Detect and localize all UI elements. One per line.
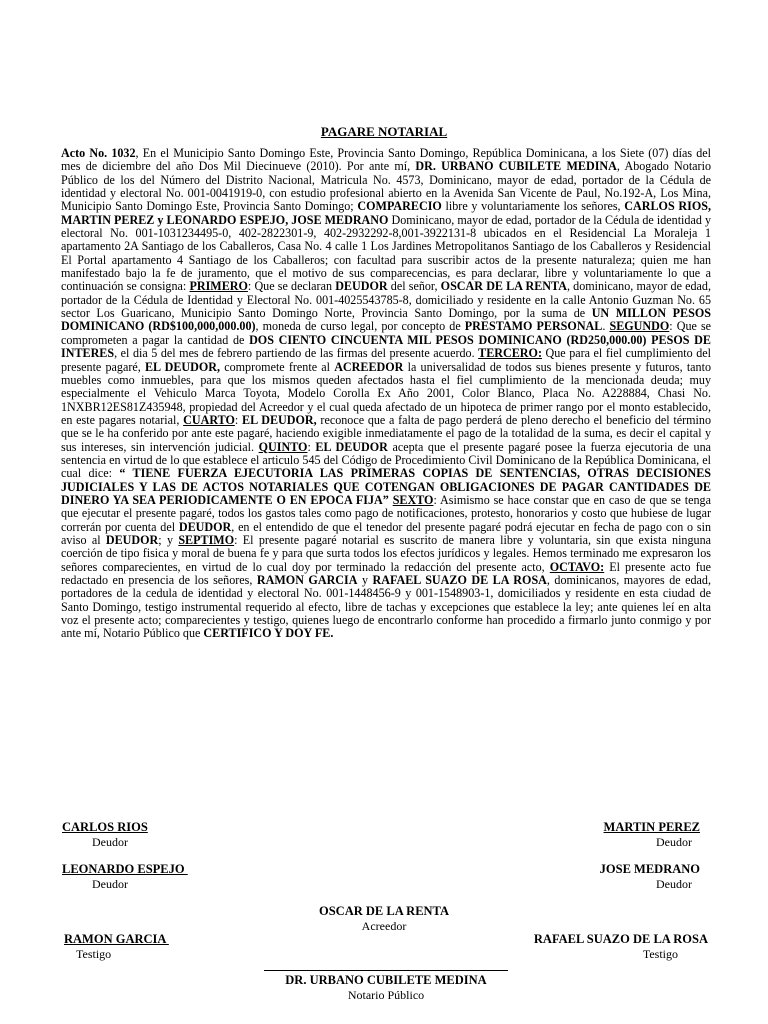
signature-leonardo-espejo [62,862,188,892]
body-run: , dominicano, mayor de edad, portador de la Cédula de Identidad y Electoral No. 001-4025543785-8, domiciliado y residente en la calle Antonio Guzman No. 65 sector Los Guaricano, Municipio Santo Domingo Norte, Provincia Santo Domingo, por la suma de [61,279,711,321]
signer-name: LEONARDO ESPEJO [62,862,188,876]
clause-heading: SEXTO [392,492,434,507]
body-run: libre y voluntariamente los señores, [441,199,625,214]
bold-text: RAMON GARCIA [256,573,358,587]
signature-rafael-suazo [534,932,708,962]
bold-text: PRESTAMO PERSONAL [464,319,603,334]
signer-name: JOSE MEDRANO [599,862,700,876]
signer-role: Testigo [76,947,112,961]
clause-heading: SEGUNDO [609,319,670,334]
signer-name: CARLOS RIOS [62,820,148,834]
signer-name: MARTIN PEREZ [603,820,700,834]
bold-text: DR. URBANO CUBILETE MEDINA [415,159,617,174]
signer-role: Deudor [656,835,692,849]
signer-role: Deudor [92,877,128,891]
signer-role: Notario Público [347,988,425,1002]
bold-text: ACREEDOR [334,359,404,374]
clause-heading: TERCERO: [478,346,542,361]
signature-oscar-de-la-renta [284,904,484,934]
body-run: : Asimismo se hace constar que en caso de que se tenga que ejecutar el presente pagaré, todos los gastos tales como pago de notificaciones, protesto, honorarios y costo que hubiese de lugar correrán por cuenta del [61,492,711,534]
body-run: Dominicano, mayor de edad, portador de la Cédula de identidad y electoral No. 001-1031234495-0, 402-2822301-9, 402-2932292-8,001-3922131-8 ubicados en el Residencial La Moraleja 1 apartamento 2A Santiago de los Caballeros, Casa No. 4 calle 1 Los Jardines Metropolitanos Santiago de los Caballeros y Residencial El Portal apartamento 4 Santiago de los Caballeros; con facultad para suscribir actos de la presente naturaleza; quien me han manifestado bajo la fe de juramento, que el motivo de sus comparecencias, es para declarar, libre y voluntariamente lo que a continuación se consigna: [61,212,711,294]
body-run: del señor, [387,279,441,294]
body-run: , en el entendido de que el tenedor del presente pagaré podrá ejecutar en fecha de pago con o sin aviso al [61,519,711,547]
bold-text: DOS CIENTO CINCUENTA MIL PESOS DOMINICANO (RD250,000.00) PESOS DE INTERES [61,332,711,361]
signer-role: Testigo [642,947,678,961]
bold-text: DEUDOR [178,519,232,534]
body-run: : Que se declaran [247,279,336,294]
document-body [61,147,711,641]
body-run: , moneda de curso legal, por concepto de [255,319,465,334]
signature-carlos-rios [62,820,148,850]
body-run: , el dia 5 del mes de febrero partiendo de las firmas del presente acuerdo. [114,346,479,361]
signer-name: RAFAEL SUAZO DE LA ROSA [533,932,708,946]
clause-heading: QUINTO [258,439,308,454]
bold-text: DEUDOR [105,532,159,547]
body-run: la universalidad de todos sus bienes presente y futuros, tanto muebles como inmuebles, para que los mismos queden afectados hasta el fiel cumplimiento de la mencionada deuda; muy especialmente el Vehiculo Marca Toyota, Modelo Corolla Ex Año 2001, Color Blanco, Placa No. A228884, Chasi No. 1NXBR12ES81Z435948, propiedad del Acreedor y el cual queda afectado de un hipoteca de primer rango por el monto establecido, en este pagares notarial, [61,359,712,427]
bold-text: “ TIENE FUERZA EJECUTORIA LAS PRIMERAS COPIAS DE SENTENCIAS, OTRAS DECISIONES JUDICIALES Y LAS DE ACTOS NOTARIALES QUE COTENGAN OBLIGACIONES DE PAGAR CANTIDADES DE DINERO YA SEA PERIODICAMENTE O EN EPOCA FIJA” [61,466,711,507]
body-run: compromete frente al [220,359,335,374]
signer-name: DR. URBANO CUBILETE MEDINA [285,973,487,987]
body-run: ; y [158,532,179,547]
bold-text: DEUDOR [335,279,388,294]
body-run: y [357,573,373,587]
bold-text: CERTIFICO Y DOY FE. [203,626,334,641]
signature-line [264,970,508,971]
bold-text: UN MILLON PESOS DOMINICANO (RD$100,000,000.00) [61,306,711,334]
clause-heading: OCTAVO: [549,559,605,574]
body-run: reconoce que a falta de pago perderá de pleno derecho el beneficio del término que se le ha conferido por ante este pagaré, haciendo exigible inmediatamente el pago de la totalidad de la suma, es decir el capital y sus intereses, sin intervención judicial. [61,412,712,454]
signer-name: OSCAR DE LA RENTA [319,904,449,918]
signature-ramon-garcia [64,932,169,962]
bold-text: OSCAR DE LA RENTA [440,279,567,294]
body-run: Que para el fiel cumplimiento del presente pagaré, [61,346,711,374]
document-title: PAGARE NOTARIAL [320,124,448,139]
bold-text: EL DEUDOR, [144,359,221,374]
bold-text: EL DEUDOR [315,439,388,454]
signer-role: Deudor [656,877,692,891]
body-run: , Abogado Notario Público de los del Número del Distrito Nacional, Matricula No. 4573, Dominicano, mayor de edad, portador de la Cédula de identidad y electoral No. 001-0041919-0, con estudio profesional abierto en la Avenida San Vicente de Paul, No.192-A, Los Mina, Municipio Santo Domingo Este, Provincia Santo Domingo; [61,159,711,214]
body-run: : [307,439,316,454]
bold-text: CARLOS RIOS, MARTIN PEREZ y LEONARDO ESPEJO, JOSE MEDRANO [61,199,711,227]
bold-text: Acto No. 1032 [61,146,136,160]
body-run: : [234,412,243,427]
signer-name: RAMON GARCIA [64,932,169,946]
body-run: : Que se comprometen a pagar la cantidad de [61,319,712,347]
clause-heading: PRIMERO [189,279,248,294]
body-run: , dominicanos, mayores de edad, portadores de la cedula de identidad y electoral No. 001-1448456-9 y 001-1548903-1, domiciliados y residente en esta ciudad de Santo Domingo, testigo instrumental requerido al efecto, libre de tachas y excepciones que establece la ley; ante quienes leí en alta voz el presente acto; comparecientes y testigo, quienes luego de encontrarlo conforme han procedido a firmarlo junto conmigo y por ante mí, Notario Público que [61,573,711,641]
bold-text: COMPARECIO [357,199,442,214]
signature-jose-medrano [600,862,700,892]
clause-heading: SEPTIMO [178,532,235,547]
signature-martin-perez [604,820,700,850]
body-run: acepta que el presente pagaré posee la fuerza ejecutoria de una sentencia en virtud de lo que establece el articulo 545 del Código de Procedimiento Civil Dominicano de la República Dominicana, el cual dice: [61,439,711,481]
body-run: : El presente pagaré notarial es suscrito de manera libre y voluntaria, sin que exista ninguna coerción de tipo fisica y moral de buena fe y para que surta todos los efectos jurídicos y legales. Hemos terminado me expresaron los señores comparecientes, en virtud de lo cual doy por terminado la redacción del presente acto, [61,532,711,574]
body-run: . [602,319,610,334]
bold-text: EL DEUDOR, [242,412,317,427]
signer-role: Deudor [92,835,128,849]
signer-role: Acreedor [361,919,407,933]
bold-text: RAFAEL SUAZO DE LA ROSA [372,573,547,587]
clause-heading: CUARTO [183,412,235,427]
body-run: El presente acto fue redactado en presencia de los señores, [61,559,712,587]
signature-notario [234,973,538,1003]
body-run: , En el Municipio Santo Domingo Este, Provincia Santo Domingo, República Dominicana, a los Siete (07) días del mes de diciembre del año Dos Mil Diecinueve (2010). Por ante mí, [61,146,712,174]
